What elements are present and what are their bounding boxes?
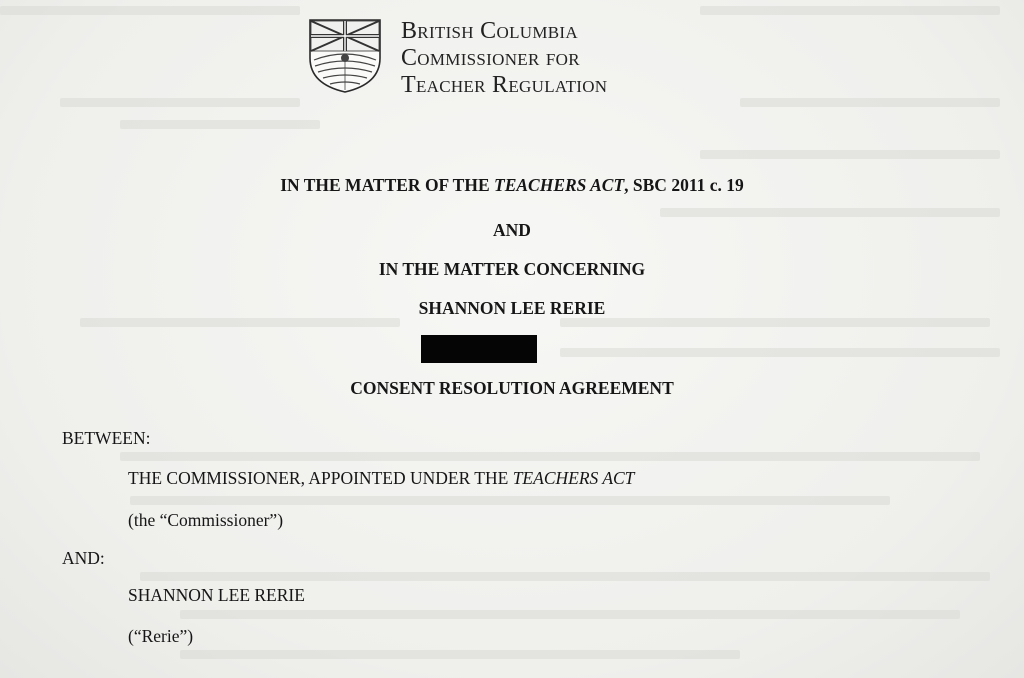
bleed-through-text (80, 318, 400, 327)
party-1-act: TEACHERS ACT (512, 468, 635, 488)
bleed-through-text (700, 6, 1000, 15)
and-heading: AND (493, 220, 531, 240)
bleed-through-text (560, 318, 990, 327)
respondent-name-heading: SHANNON LEE RERIE (418, 298, 606, 318)
matter-heading-suffix: , SBC 2011 c. 19 (624, 175, 744, 195)
party-1-short-name: (the “Commissioner”) (128, 510, 284, 530)
matter-heading (0, 175, 1024, 196)
bleed-through-text (740, 98, 1000, 107)
org-name-line-3: Teacher Regulation (401, 72, 608, 98)
document-title: CONSENT RESOLUTION AGREEMENT (350, 378, 674, 398)
bleed-through-text (120, 452, 980, 461)
party-2-name: SHANNON LEE RERIE (128, 585, 305, 605)
bleed-through-text (0, 6, 300, 15)
bc-coat-of-arms-logo (306, 18, 384, 94)
bleed-through-text (700, 150, 1000, 159)
bleed-through-text (60, 98, 300, 107)
bleed-through-text (130, 496, 890, 505)
bleed-through-text (660, 208, 1000, 217)
act-name: TEACHERS ACT (494, 175, 625, 195)
bleed-through-text (140, 572, 990, 581)
party-1-description (128, 468, 634, 489)
and-label: AND: (62, 548, 105, 568)
bleed-through-text (120, 120, 320, 129)
bleed-through-text (180, 610, 960, 619)
bleed-through-text (560, 348, 1000, 357)
concerning-heading: IN THE MATTER CONCERNING (378, 259, 646, 279)
organization-name (401, 18, 607, 99)
org-name-line-1: British Columbia (401, 18, 578, 44)
org-name-line-2: Commissioner for (401, 45, 580, 71)
party-1-prefix: THE COMMISSIONER, APPOINTED UNDER THE (128, 468, 513, 488)
between-label: BETWEEN: (62, 428, 151, 448)
party-2-short-name: (“Rerie”) (128, 626, 194, 646)
matter-heading-prefix: IN THE MATTER OF THE (280, 175, 494, 195)
bleed-through-text (180, 650, 740, 659)
redaction-block (421, 335, 537, 363)
